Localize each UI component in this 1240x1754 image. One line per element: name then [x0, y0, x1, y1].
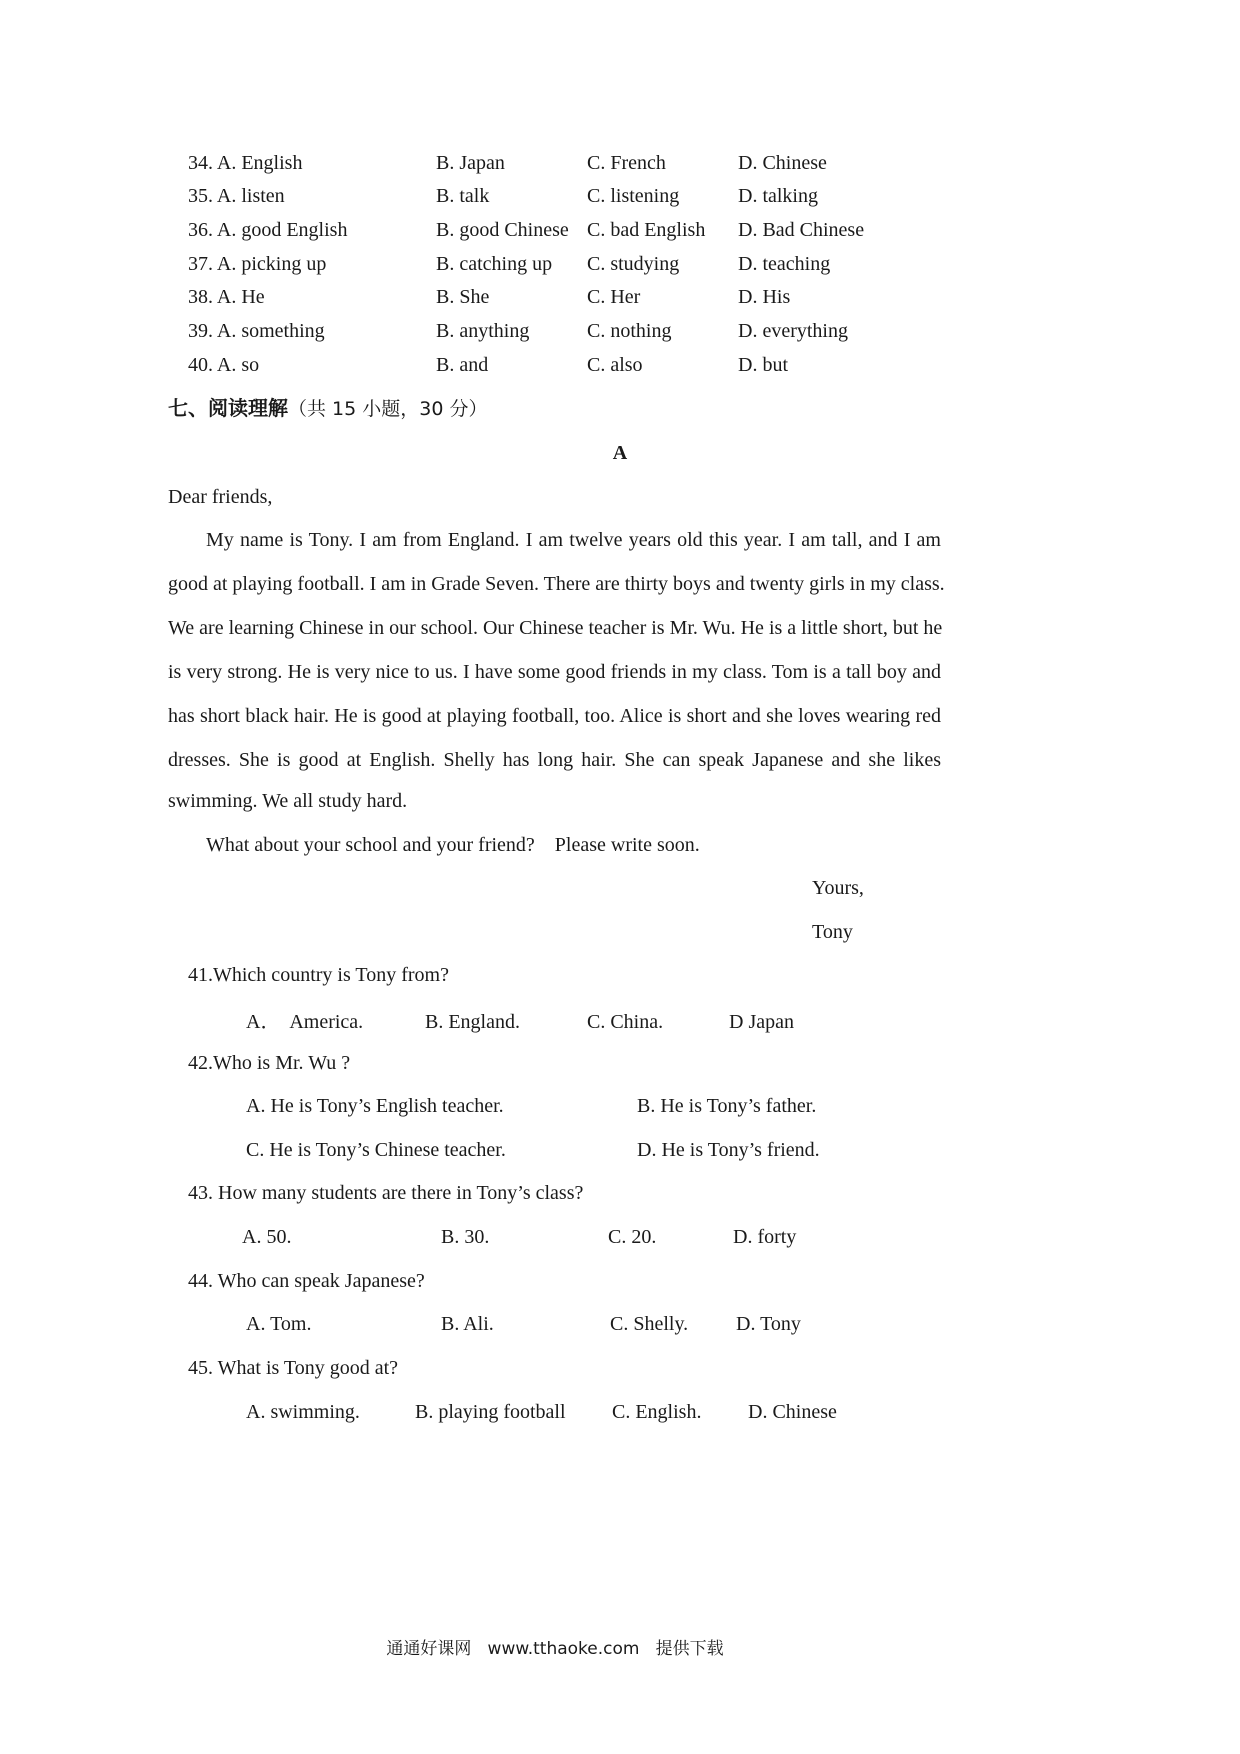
paragraph-line: dresses. She is good at English. Shelly has long hair. She can speak Japanese and she likes	[168, 749, 941, 771]
option-c: C. nothing	[587, 320, 672, 342]
letter-paragraph-2: What about your school and your friend? Please write soon.	[206, 834, 700, 856]
letter-signature: Tony	[812, 921, 853, 943]
section-note: （共 15 小题，30 分）	[288, 398, 488, 420]
answer-option[interactable]: D. Tony	[736, 1313, 801, 1335]
option-b: B. talk	[436, 185, 490, 207]
option-row-36	[0, 215, 1240, 245]
question-41-stem: 41.Which country is Tony from?	[188, 964, 449, 986]
question-45-options	[0, 1397, 1240, 1427]
paragraph-line: My name is Tony. I am from England. I am twelve years old this year. I am tall, and I am	[206, 529, 941, 551]
paragraph-last-line: swimming. We all study hard.	[168, 790, 408, 812]
option-a: 36. A. good English	[188, 219, 348, 241]
question-42-options-cd	[0, 1135, 1240, 1165]
option-c: C. listening	[587, 185, 680, 207]
letter-paragraph-1	[168, 525, 941, 555]
option-c: C. Her	[587, 286, 641, 308]
option-c: C. French	[587, 152, 666, 174]
page-footer: 通通好课网 www.tthaoke.com 提供下载	[386, 1639, 724, 1659]
option-a: 39. A. something	[188, 320, 325, 342]
option-row-38	[0, 282, 1240, 312]
answer-option[interactable]: D. Chinese	[748, 1401, 837, 1423]
answer-option[interactable]: D. He is Tony’s friend.	[637, 1139, 820, 1161]
letter-paragraph-1-lines	[168, 569, 945, 775]
option-row-34	[0, 148, 1240, 178]
option-c: C. bad English	[587, 219, 706, 241]
paragraph-line: has short black hair. He is good at playing football, too. Alice is short and she loves wearing red	[168, 705, 941, 727]
paragraph-line: is very strong. He is very nice to us. I have some good friends in my class. Tom is a tall boy and	[168, 661, 941, 683]
section-heading	[168, 393, 487, 424]
option-d: D. Chinese	[738, 152, 827, 174]
option-d: D. His	[738, 286, 791, 308]
answer-option[interactable]: B. Ali.	[441, 1313, 494, 1335]
option-d: D. talking	[738, 185, 818, 207]
passage-label: A	[612, 442, 628, 464]
answer-option[interactable]: A． America.	[246, 1011, 364, 1033]
option-d: D. Bad Chinese	[738, 219, 865, 241]
answer-option[interactable]: A. swimming.	[246, 1401, 360, 1423]
letter-greeting: Dear friends,	[168, 486, 273, 508]
section-title: 七、阅读理解	[168, 396, 288, 420]
question-42-stem: 42.Who is Mr. Wu ?	[188, 1052, 351, 1074]
answer-option[interactable]: C. China.	[587, 1011, 664, 1033]
answer-option[interactable]: B. playing football	[415, 1401, 566, 1423]
option-d: D. teaching	[738, 253, 831, 275]
option-d: D. everything	[738, 320, 848, 342]
paragraph-line: good at playing football. I am in Grade Seven. There are thirty boys and twenty girls in my class.	[168, 573, 945, 595]
answer-option[interactable]: D. forty	[733, 1226, 797, 1248]
option-b: B. catching up	[436, 253, 553, 275]
option-a: 34. A. English	[188, 152, 303, 174]
question-45-stem: 45. What is Tony good at?	[188, 1357, 399, 1379]
question-43-options	[0, 1222, 1240, 1252]
answer-option[interactable]: C. Shelly.	[610, 1313, 689, 1335]
question-43-stem: 43. How many students are there in Tony’s class?	[188, 1182, 584, 1204]
answer-option[interactable]: C. 20.	[608, 1226, 657, 1248]
answer-option[interactable]: C. English.	[612, 1401, 702, 1423]
answer-option[interactable]: C. He is Tony’s Chinese teacher.	[246, 1139, 506, 1161]
option-b: B. and	[436, 354, 489, 376]
answer-option[interactable]: A. 50.	[242, 1226, 292, 1248]
option-b: B. anything	[436, 320, 530, 342]
answer-option[interactable]: A. He is Tony’s English teacher.	[246, 1095, 504, 1117]
answer-option[interactable]: B. He is Tony’s father.	[637, 1095, 817, 1117]
option-row-37	[0, 249, 1240, 279]
question-42-options-ab	[0, 1091, 1240, 1121]
option-a: 38. A. He	[188, 286, 265, 308]
option-a: 37. A. picking up	[188, 253, 327, 275]
option-c: C. studying	[587, 253, 680, 275]
option-b: B. good Chinese	[436, 219, 569, 241]
option-row-35	[0, 181, 1240, 211]
paragraph-line: We are learning Chinese in our school. Our Chinese teacher is Mr. Wu. He is a little short, but he	[168, 617, 943, 639]
option-b: B. Japan	[436, 152, 505, 174]
option-b: B. She	[436, 286, 490, 308]
letter-closing: Yours,	[812, 877, 864, 899]
option-row-40	[0, 350, 1240, 380]
option-c: C. also	[587, 354, 643, 376]
question-44-stem: 44. Who can speak Japanese?	[188, 1270, 425, 1292]
answer-option[interactable]: D Japan	[729, 1011, 794, 1033]
option-a: 35. A. listen	[188, 185, 285, 207]
question-41-options	[0, 1007, 1240, 1037]
option-d: D. but	[738, 354, 788, 376]
answer-option[interactable]: A. Tom.	[246, 1313, 312, 1335]
option-a: 40. A. so	[188, 354, 260, 376]
question-44-options	[0, 1309, 1240, 1339]
option-row-39	[0, 316, 1240, 346]
answer-option[interactable]: B. 30.	[441, 1226, 490, 1248]
answer-option[interactable]: B. England.	[425, 1011, 520, 1033]
